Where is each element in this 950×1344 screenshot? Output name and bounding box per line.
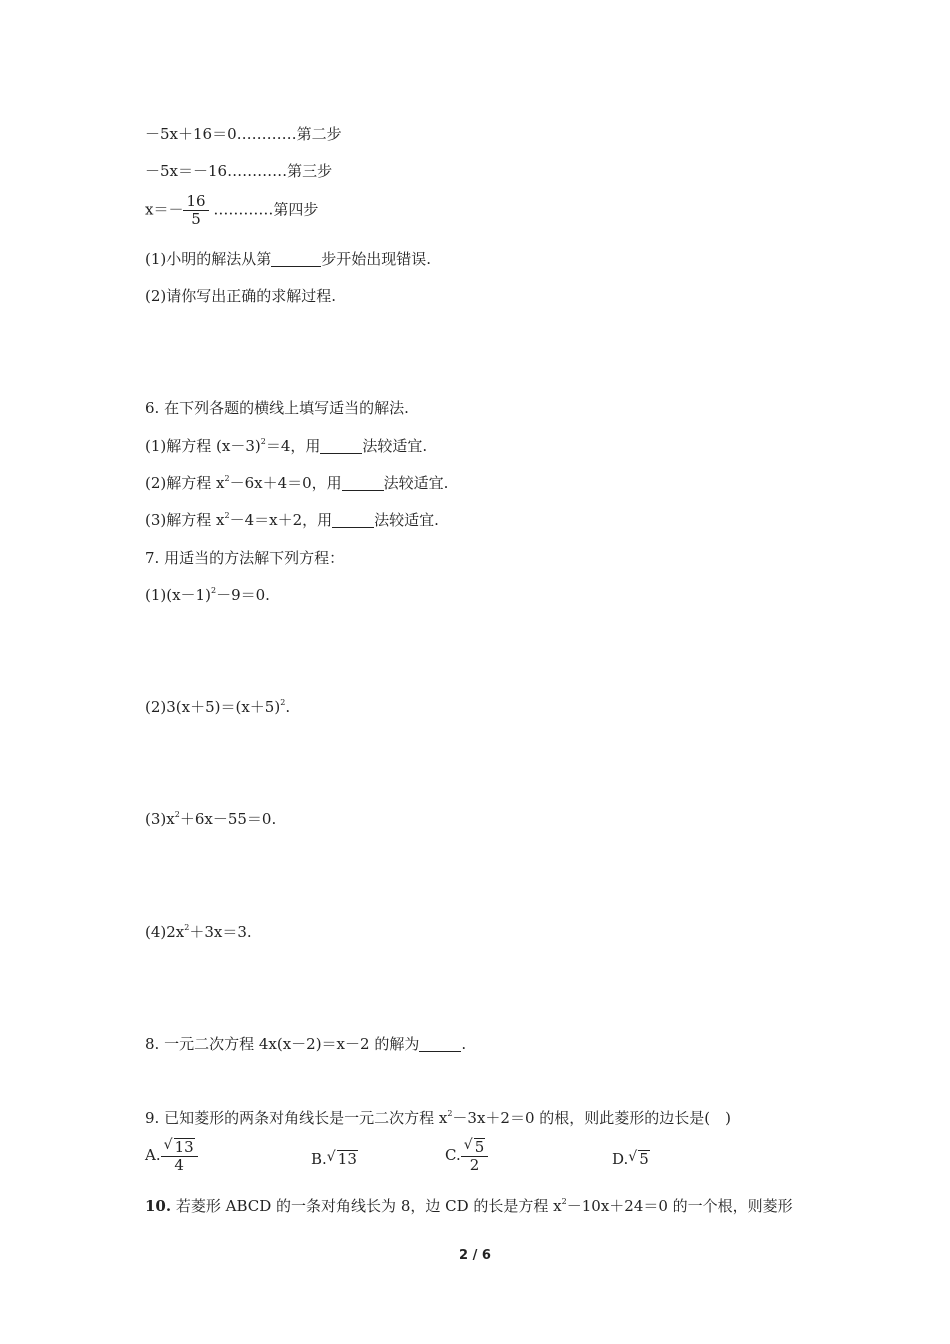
q7-part4-tail: ＋3x＝3. xyxy=(189,923,252,941)
step-four-fraction xyxy=(183,193,208,228)
superscript-two: 2 xyxy=(210,586,217,595)
option-a-radicand: 13 xyxy=(174,1138,194,1156)
q7-part4 xyxy=(145,922,252,942)
q6-part3-blank[interactable] xyxy=(332,513,374,528)
q8-text: 8. 一元二次方程 4x(x－2)＝x－2 的解为 xyxy=(145,1035,420,1053)
superscript-two: 2 xyxy=(447,1109,453,1118)
q9-stem xyxy=(145,1108,731,1128)
q6-part1 xyxy=(145,436,427,456)
step-two-label: 第二步 xyxy=(296,125,342,143)
q7-part3-text: (3)x xyxy=(145,810,175,828)
q7-title: 7. 用适当的方法解下列方程： xyxy=(145,549,345,567)
q10-stem xyxy=(145,1196,793,1216)
superscript-two: 2 xyxy=(280,698,286,707)
step-four-denominator: 5 xyxy=(191,210,201,228)
q5-part1-text: (1)小明的解法从第 xyxy=(145,250,272,268)
q6-part3 xyxy=(145,510,439,530)
q7-part3 xyxy=(145,809,276,829)
q8-tail: . xyxy=(461,1035,467,1053)
q7-part2-text: (2)3(x＋5)＝(x＋5) xyxy=(145,698,281,716)
q9-option-a[interactable] xyxy=(145,1138,198,1174)
step-four-line xyxy=(145,193,318,228)
option-c-radicand: 5 xyxy=(474,1138,485,1156)
page-number: 2 / 6 xyxy=(459,1248,491,1263)
q6-part3-text: (3)解方程 x xyxy=(145,511,225,529)
sqrt-icon xyxy=(464,1138,486,1156)
q6-part3-tail: 法较适宜. xyxy=(374,511,439,529)
q6-part1-mid: ＝4，用 xyxy=(265,437,321,455)
q5-answer-blank[interactable] xyxy=(271,252,321,267)
q5-part2: (2)请你写出正确的求解过程. xyxy=(145,287,337,305)
superscript-two: 2 xyxy=(224,474,230,483)
step-three-label: 第三步 xyxy=(287,162,333,180)
superscript-two: 2 xyxy=(224,511,230,520)
q8-line xyxy=(145,1034,466,1054)
q6-title: 6. 在下列各题的横线上填写适当的解法. xyxy=(145,399,409,417)
q10-tail: －10x＋24＝0 的一个根，则菱形 xyxy=(566,1197,793,1215)
step-three-dots: ………… xyxy=(227,162,288,180)
q10-text: 若菱形 ABCD 的一条对角线长为 8，边 CD 的长是方程 x xyxy=(171,1197,562,1215)
superscript-two: 2 xyxy=(174,810,180,819)
q6-part1-blank[interactable] xyxy=(320,439,362,454)
q6-part2-tail: 法较适宜. xyxy=(383,474,449,492)
option-c-denominator: 2 xyxy=(469,1156,480,1174)
step-two-dots: ………… xyxy=(236,125,297,143)
sqrt-icon xyxy=(164,1138,195,1156)
q9-option-b[interactable] xyxy=(311,1150,358,1168)
step-two-line xyxy=(145,124,342,144)
superscript-two: 2 xyxy=(184,923,190,932)
step-four-lhs: x＝－ xyxy=(145,200,184,219)
step-three-equation: －5x＝－16 xyxy=(145,162,228,180)
option-c-label: C. xyxy=(445,1146,461,1164)
option-d-label: D. xyxy=(612,1150,629,1168)
option-a-denominator: 4 xyxy=(174,1156,184,1174)
step-three-line xyxy=(145,161,332,181)
step-four-dots: ………… xyxy=(213,200,274,219)
q7-part2 xyxy=(145,697,290,717)
option-a-fraction xyxy=(161,1138,198,1174)
sqrt-icon xyxy=(628,1150,650,1168)
q7-part2-tail: . xyxy=(285,698,291,716)
q9-option-d[interactable] xyxy=(612,1150,650,1168)
q6-part2-blank[interactable] xyxy=(342,476,384,491)
q6-part2-mid: －6x＋4＝0，用 xyxy=(229,474,342,492)
option-a-label: A. xyxy=(145,1146,161,1164)
sqrt-icon xyxy=(327,1150,358,1168)
q5-part1 xyxy=(145,249,431,269)
option-c-fraction xyxy=(461,1138,489,1174)
q6-part1-text: (1)解方程 (x－3) xyxy=(145,437,261,455)
q7-part4-text: (4)2x xyxy=(145,923,185,941)
q6-part1-tail: 法较适宜. xyxy=(362,437,428,455)
q9-option-c[interactable] xyxy=(445,1138,488,1174)
step-four-numerator: 16 xyxy=(183,193,208,211)
option-c-numerator xyxy=(461,1138,489,1157)
q7-part3-tail: ＋6x－55＝0. xyxy=(179,810,277,828)
superscript-two: 2 xyxy=(260,437,266,446)
option-b-radicand: 13 xyxy=(337,1150,357,1168)
step-two-equation: －5x＋16＝0 xyxy=(145,125,237,143)
q6-part3-mid: －4＝x＋2，用 xyxy=(229,511,333,529)
option-a-numerator xyxy=(161,1138,198,1157)
step-four-label: 第四步 xyxy=(273,200,319,219)
q7-part1-text: (1)(x－1) xyxy=(145,586,211,604)
q5-part1-tail: 步开始出现错误. xyxy=(321,250,432,268)
q9-text: 9. 已知菱形的两条对角线长是一元二次方程 x xyxy=(145,1109,448,1127)
q10-number: 10. xyxy=(145,1197,172,1215)
q7-part1-tail: －9＝0. xyxy=(216,586,270,604)
q9-tail: －3x＋2＝0 的根，则此菱形的边长是( ) xyxy=(452,1109,731,1127)
q7-part1 xyxy=(145,585,270,605)
option-d-radicand: 5 xyxy=(639,1150,649,1168)
q8-answer-blank[interactable] xyxy=(419,1037,461,1052)
superscript-two: 2 xyxy=(561,1197,567,1206)
option-b-label: B. xyxy=(311,1150,327,1168)
q6-part2 xyxy=(145,473,448,493)
q6-part2-text: (2)解方程 x xyxy=(145,474,225,492)
